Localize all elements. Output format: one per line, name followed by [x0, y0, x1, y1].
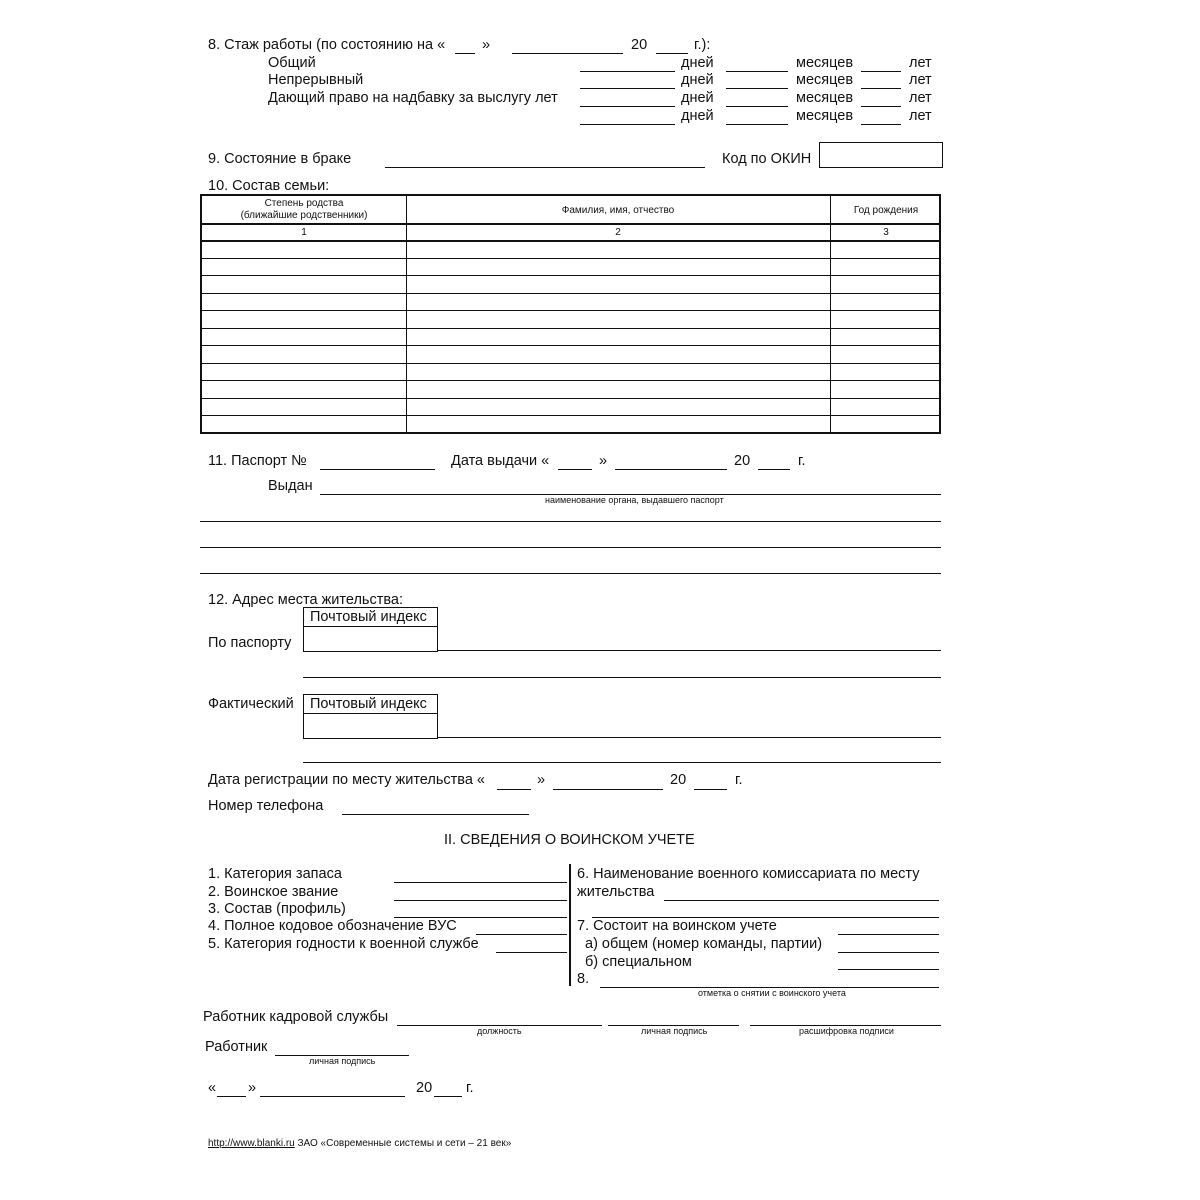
sign-month-field[interactable] [260, 1096, 405, 1097]
date-open-quote: « [208, 1080, 217, 1096]
table-row[interactable] [202, 275, 939, 276]
s8-year-field[interactable] [656, 53, 688, 54]
table-header-relation: Степень родства (ближайшие родственники) [240, 198, 368, 221]
table-row[interactable] [202, 310, 939, 311]
composition-label: 3. Состав (профиль) [208, 901, 346, 917]
postal-index-divider [303, 626, 437, 627]
passport-address-line[interactable] [303, 677, 941, 678]
date-close-quote: » [248, 1080, 257, 1096]
registered-label: 7. Состоит на воинском учете [577, 918, 777, 934]
passport-number-field[interactable] [320, 469, 435, 470]
sign-year-prefix: 20 [416, 1080, 433, 1096]
table-row [202, 240, 939, 242]
reg-day-field[interactable] [497, 789, 531, 790]
registered-special-field[interactable] [838, 969, 939, 970]
hr-worker-label: Работник кадровой службы [203, 1009, 389, 1025]
deregistration-hint: отметка о снятии с воинского учета [698, 988, 846, 998]
table-row[interactable] [202, 328, 939, 329]
table-col-number: 1 [301, 227, 307, 238]
s8-months-unit: месяцев [796, 90, 854, 106]
s8-days-unit: дней [681, 72, 714, 88]
footer-company: ЗАО «Современные системы и сети – 21 век» [297, 1138, 512, 1149]
okin-label: Код по ОКИН [722, 151, 812, 167]
postal-index-divider [303, 713, 437, 714]
table-row[interactable] [202, 258, 939, 259]
reserve-category-label: 1. Категория запаса [208, 866, 342, 882]
s8-title: 8. Стаж работы (по состоянию на « [208, 37, 446, 53]
passport-year-field[interactable] [758, 469, 790, 470]
registered-field[interactable] [838, 934, 939, 935]
passport-month-field[interactable] [615, 469, 727, 470]
military-rank-field[interactable] [394, 900, 567, 901]
s8-days-unit: дней [681, 108, 714, 124]
s8-day-field[interactable] [455, 53, 475, 54]
s8-row-bonus: Дающий право на надбавку за выслугу лет [268, 90, 558, 106]
s12-label: 12. Адрес места жительства: [208, 592, 403, 608]
s8-months-field[interactable] [726, 124, 788, 125]
s8-months-unit: месяцев [796, 108, 854, 124]
s8-days-field[interactable] [580, 106, 675, 107]
worker-signature-hint: личная подпись [309, 1056, 376, 1066]
s8-months-unit: месяцев [796, 72, 854, 88]
table-col-divider [406, 196, 407, 432]
phone-field[interactable] [342, 814, 529, 815]
issued-by-hint: наименование органа, выдавшего паспорт [545, 495, 724, 505]
issued-label: Выдан [268, 478, 313, 494]
registered-special-label: б) специальном [585, 954, 692, 970]
s11-label: 11. Паспорт № [208, 453, 307, 469]
issued-by-line[interactable] [200, 521, 941, 522]
reserve-category-field[interactable] [394, 882, 567, 883]
section2-divider [569, 864, 571, 986]
commissariat-field[interactable] [664, 900, 939, 901]
passport-address-field[interactable] [437, 650, 941, 651]
s8-years-unit: лет [909, 108, 932, 124]
table-row[interactable] [202, 363, 939, 364]
fitness-category-label: 5. Категория годности к военной службе [208, 936, 479, 952]
registered-general-field[interactable] [838, 952, 939, 953]
table-header-fullname: Фамилия, имя, отчество [561, 205, 675, 216]
deregistration-label: 8. [577, 971, 590, 987]
marital-status-field[interactable] [385, 167, 705, 168]
footer-link[interactable]: http://www.blanki.ru [208, 1138, 295, 1149]
footer [208, 1138, 511, 1149]
postal-index-label: Почтовый индекс [310, 609, 427, 625]
s8-years-field[interactable] [861, 106, 901, 107]
table-row[interactable] [202, 293, 939, 294]
reg-close-quote: » [537, 772, 546, 788]
phone-label: Номер телефона [208, 798, 324, 814]
passport-year-suffix: г. [798, 453, 806, 469]
sign-year-field[interactable] [434, 1096, 462, 1097]
table-col-divider [830, 196, 831, 432]
table-header-birthyear: Год рождения [853, 205, 919, 216]
postal-index-label: Почтовый индекс [310, 696, 427, 712]
s8-months-field[interactable] [726, 71, 788, 72]
by-passport-label: По паспорту [208, 635, 292, 651]
passport-day-field[interactable] [558, 469, 592, 470]
table-row[interactable] [202, 380, 939, 381]
commissariat-label: 6. Наименование военного комиссариата по месту [577, 866, 920, 882]
s8-years-field[interactable] [861, 88, 901, 89]
issued-by-line[interactable] [200, 573, 941, 574]
s8-days-field[interactable] [580, 88, 675, 89]
hr-position-hint: должность [477, 1026, 522, 1036]
vus-code-field[interactable] [476, 934, 567, 935]
actual-address-field[interactable] [437, 737, 941, 738]
table-row[interactable] [202, 398, 939, 399]
commissariat-label-cont: жительства [577, 884, 655, 900]
vus-code-label: 4. Полное кодовое обозначение ВУС [208, 918, 457, 934]
s9-label: 9. Состояние в браке [208, 151, 352, 167]
military-rank-label: 2. Воинское звание [208, 884, 339, 900]
reg-year-prefix: 20 [670, 772, 687, 788]
issued-by-line[interactable] [200, 547, 941, 548]
family-table [200, 194, 941, 434]
passport-close-quote: » [599, 453, 608, 469]
s8-years-unit: лет [909, 72, 932, 88]
s8-month-field[interactable] [512, 53, 623, 54]
hr-decoding-hint: расшифровка подписи [799, 1026, 894, 1036]
s8-days-unit: дней [681, 90, 714, 106]
okin-code-box[interactable] [819, 142, 943, 168]
section2-title: II. СВЕДЕНИЯ О ВОИНСКОМ УЧЕТЕ [444, 832, 695, 848]
hr-signature-hint: личная подпись [641, 1026, 708, 1036]
reg-year-suffix: г. [735, 772, 743, 788]
s8-years-unit: лет [909, 55, 932, 71]
s8-year-suffix: г.): [694, 37, 711, 53]
passport-date-label: Дата выдачи « [451, 453, 550, 469]
s8-days-field[interactable] [580, 71, 675, 72]
table-col-number: 2 [615, 227, 621, 238]
actual-label: Фактический [208, 696, 294, 712]
sign-year-suffix: г. [466, 1080, 474, 1096]
table-row[interactable] [202, 415, 939, 416]
s8-years-field[interactable] [861, 71, 901, 72]
s8-years-unit: лет [909, 90, 932, 106]
s8-months-field[interactable] [726, 88, 788, 89]
table-row[interactable] [202, 345, 939, 346]
s8-months-unit: месяцев [796, 55, 854, 71]
reg-year-field[interactable] [694, 789, 727, 790]
s8-close-quote: » [482, 37, 491, 53]
sign-day-field[interactable] [217, 1096, 246, 1097]
table-header-line [202, 223, 939, 225]
s8-days-field[interactable] [580, 124, 675, 125]
s8-months-field[interactable] [726, 106, 788, 107]
s8-row-continuous: Непрерывный [268, 72, 364, 88]
fitness-category-field[interactable] [496, 952, 567, 953]
s8-days-unit: дней [681, 55, 714, 71]
table-col-number: 3 [883, 227, 889, 238]
s10-label: 10. Состав семьи: [208, 178, 330, 194]
registered-general-label: а) общем (номер команды, партии) [585, 936, 823, 952]
reg-date-label: Дата регистрации по месту жительства « [208, 772, 485, 788]
worker-label: Работник [205, 1039, 268, 1055]
reg-month-field[interactable] [553, 789, 663, 790]
actual-address-line[interactable] [303, 762, 941, 763]
s8-row-total: Общий [268, 55, 316, 71]
s8-year-prefix: 20 [631, 37, 648, 53]
s8-years-field[interactable] [861, 124, 901, 125]
passport-year-prefix: 20 [734, 453, 751, 469]
